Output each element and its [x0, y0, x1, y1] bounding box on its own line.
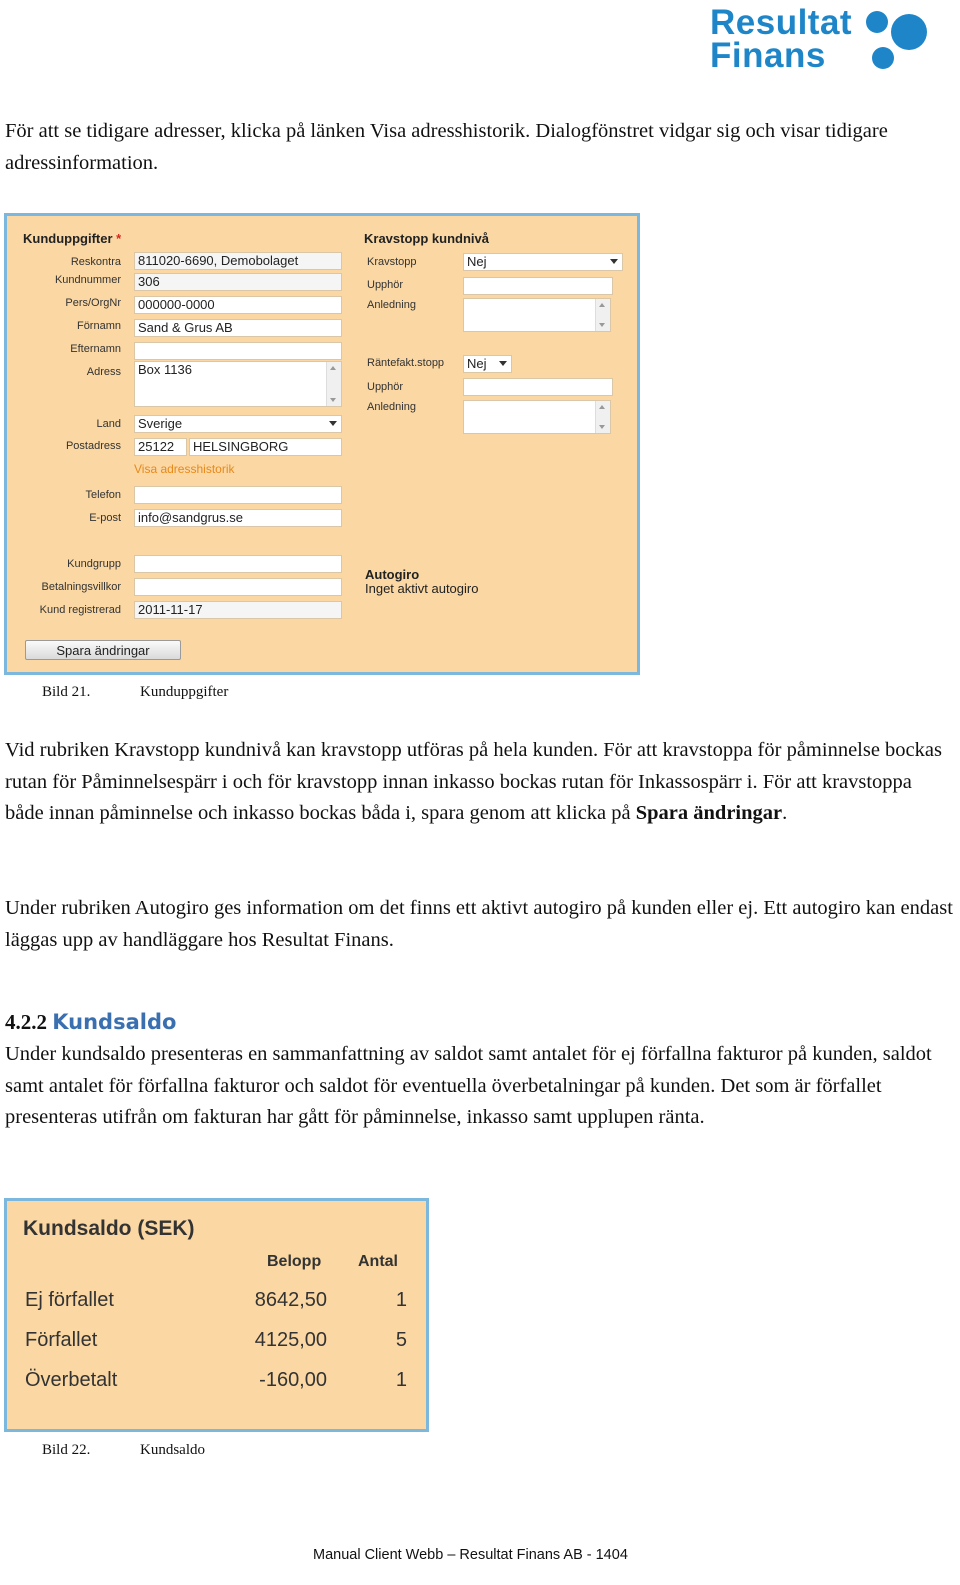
anledning-1-scrollbar[interactable] — [595, 299, 610, 331]
section-number: 4.2.2 — [5, 1010, 47, 1034]
figure-caption-number: Bild 21. — [42, 684, 91, 700]
label-epost: E-post — [89, 512, 121, 524]
logo-line2: Finans — [710, 36, 826, 75]
telefon-field[interactable] — [134, 486, 342, 504]
chevron-down-icon — [610, 259, 618, 264]
adress-field[interactable] — [134, 361, 342, 407]
epost-field[interactable]: info@sandgrus.se — [134, 509, 342, 527]
label-kundnummer: Kundnummer — [54, 274, 121, 286]
rantefakt-stopp-select[interactable] — [463, 355, 512, 373]
label-kravstopp: Kravstopp — [367, 256, 417, 268]
label-kundgrupp: Kundgrupp — [67, 558, 121, 570]
save-button[interactable]: Spara ändringar — [25, 640, 181, 660]
anledning-1-field[interactable] — [463, 298, 611, 332]
kundsaldo-paragraph: Under kundsaldo presenteras en sammanfattning av saldot samt antalet för ej förfallna fakturor på kunden, saldot samt antalet för förfallna fakturor och saldot för eventuella överbetalningar på kunden. Det som är förfallet presenteras utifrån om fakturan har gått för påminnelse, inkasso samt upplupen ränta. — [5, 1043, 932, 1128]
customer-form-screenshot — [4, 213, 640, 675]
kravstopp-value: Nej — [467, 254, 487, 269]
chevron-down-icon — [329, 421, 337, 426]
label-anledning-1: Anledning — [367, 299, 416, 311]
col-belopp-header: Belopp — [267, 1253, 322, 1270]
row-antal: 1 — [395, 1369, 407, 1391]
chevron-down-icon — [499, 361, 507, 366]
betalningsvillkor-field[interactable] — [134, 578, 342, 596]
company-logo — [710, 3, 853, 75]
autogiro-paragraph: Under rubriken Autogiro ges information om det finns ett aktivt autogiro på kunden eller ej. Ett autogiro kan endast läggas upp av handläggare hos Resultat Finans. — [5, 897, 953, 951]
logo-line1: Resultat — [710, 3, 853, 42]
kundnummer-field[interactable]: 306 — [134, 273, 342, 291]
section-heading — [5, 1010, 176, 1035]
row-label: Överbetalt — [25, 1369, 118, 1391]
row-label: Ej förfallet — [25, 1289, 114, 1311]
autogiro-status: Inget aktivt autogiro — [365, 581, 479, 596]
row-belopp: 4125,00 — [254, 1329, 327, 1351]
row-antal: 1 — [395, 1289, 407, 1311]
label-postadress: Postadress — [65, 440, 121, 452]
section-title: Kundsaldo — [52, 1010, 177, 1034]
col-antal-header: Antal — [358, 1253, 398, 1270]
intro-paragraph: För att se tidigare adresser, klicka på länken Visa adresshistorik. Dialogfönstret vidgar sig och visar tidigare adressinformation. — [5, 120, 888, 174]
label-fornamn: Förnamn — [76, 320, 121, 332]
upphor-2-field[interactable] — [463, 378, 613, 396]
page-footer: Manual Client Webb – Resultat Finans AB - 1404 — [313, 1547, 628, 1563]
row-belopp: -160,00 — [259, 1369, 327, 1391]
label-anledning-2: Anledning — [367, 401, 416, 413]
kund-registrerad-field[interactable]: 2011-11-17 — [134, 601, 342, 619]
label-efternamn: Efternamn — [70, 343, 121, 355]
visa-adresshistorik-link[interactable]: Visa adresshistorik — [134, 462, 235, 476]
kundsaldo-screenshot — [4, 1198, 429, 1432]
kunduppgifter-title: Kunduppgifter * — [23, 231, 122, 246]
anledning-2-scrollbar[interactable] — [595, 401, 610, 433]
land-select[interactable] — [134, 415, 342, 433]
efternamn-field[interactable] — [134, 342, 342, 360]
rantefakt-value: Nej — [467, 356, 487, 371]
label-rantefakt-stopp: Räntefakt.stopp — [367, 357, 445, 369]
figure-caption-number: Bild 22. — [42, 1442, 91, 1458]
kundsaldo-title: Kundsaldo (SEK) — [23, 1217, 195, 1240]
anledning-2-field[interactable] — [463, 400, 611, 434]
ort-field[interactable]: HELSINGBORG — [189, 438, 342, 456]
fornamn-field[interactable]: Sand & Grus AB — [134, 319, 342, 337]
autogiro-title: Autogiro — [365, 567, 420, 582]
persorgnr-field[interactable]: 000000-0000 — [134, 296, 342, 314]
logo-dots-icon — [862, 8, 932, 74]
row-label: Förfallet — [25, 1329, 98, 1351]
land-value: Sverige — [138, 416, 183, 431]
label-persorgnr: Pers/OrgNr — [65, 297, 121, 309]
row-belopp: 8642,50 — [254, 1289, 327, 1311]
adress-scrollbar[interactable] — [326, 362, 341, 406]
kravstopp-paragraph: Vid rubriken Kravstopp kundnivå kan kravstopp utföras på hela kunden. För att kravstoppa för påminnelse bockas rutan för Påminnelsespärr i och för kravstopp innan inkasso bockas rutan för Inkassospärr i. För att kravstoppa både innan påminnelse och inkasso bockas båda i, spara genom att klicka på Spara ändringar. — [5, 739, 942, 824]
kravstopp-select[interactable] — [463, 253, 623, 271]
label-betalningsvillkor: Betalningsvillkor — [41, 581, 121, 593]
label-telefon: Telefon — [85, 489, 121, 501]
adress-value: Box 1136 — [138, 362, 192, 377]
label-upphor-1: Upphör — [367, 279, 404, 291]
label-adress: Adress — [86, 366, 121, 378]
figure-caption-text: Kundsaldo — [140, 1442, 205, 1458]
figure-caption-text: Kunduppgifter — [140, 684, 229, 700]
row-antal: 5 — [395, 1329, 407, 1351]
reskontra-field[interactable]: 811020-6690, Demobolaget — [134, 252, 342, 270]
label-land: Land — [96, 418, 121, 430]
postnr-field[interactable]: 25122 — [134, 438, 187, 456]
spara-andringar-emphasis: Spara ändringar — [635, 802, 783, 824]
label-reskontra: Reskontra — [70, 256, 121, 268]
kravstopp-title: Kravstopp kundnivå — [364, 231, 489, 246]
label-upphor-2: Upphör — [367, 381, 404, 393]
upphor-1-field[interactable] — [463, 277, 613, 295]
label-kund-registrerad: Kund registrerad — [39, 604, 121, 616]
kundgrupp-field[interactable] — [134, 555, 342, 573]
